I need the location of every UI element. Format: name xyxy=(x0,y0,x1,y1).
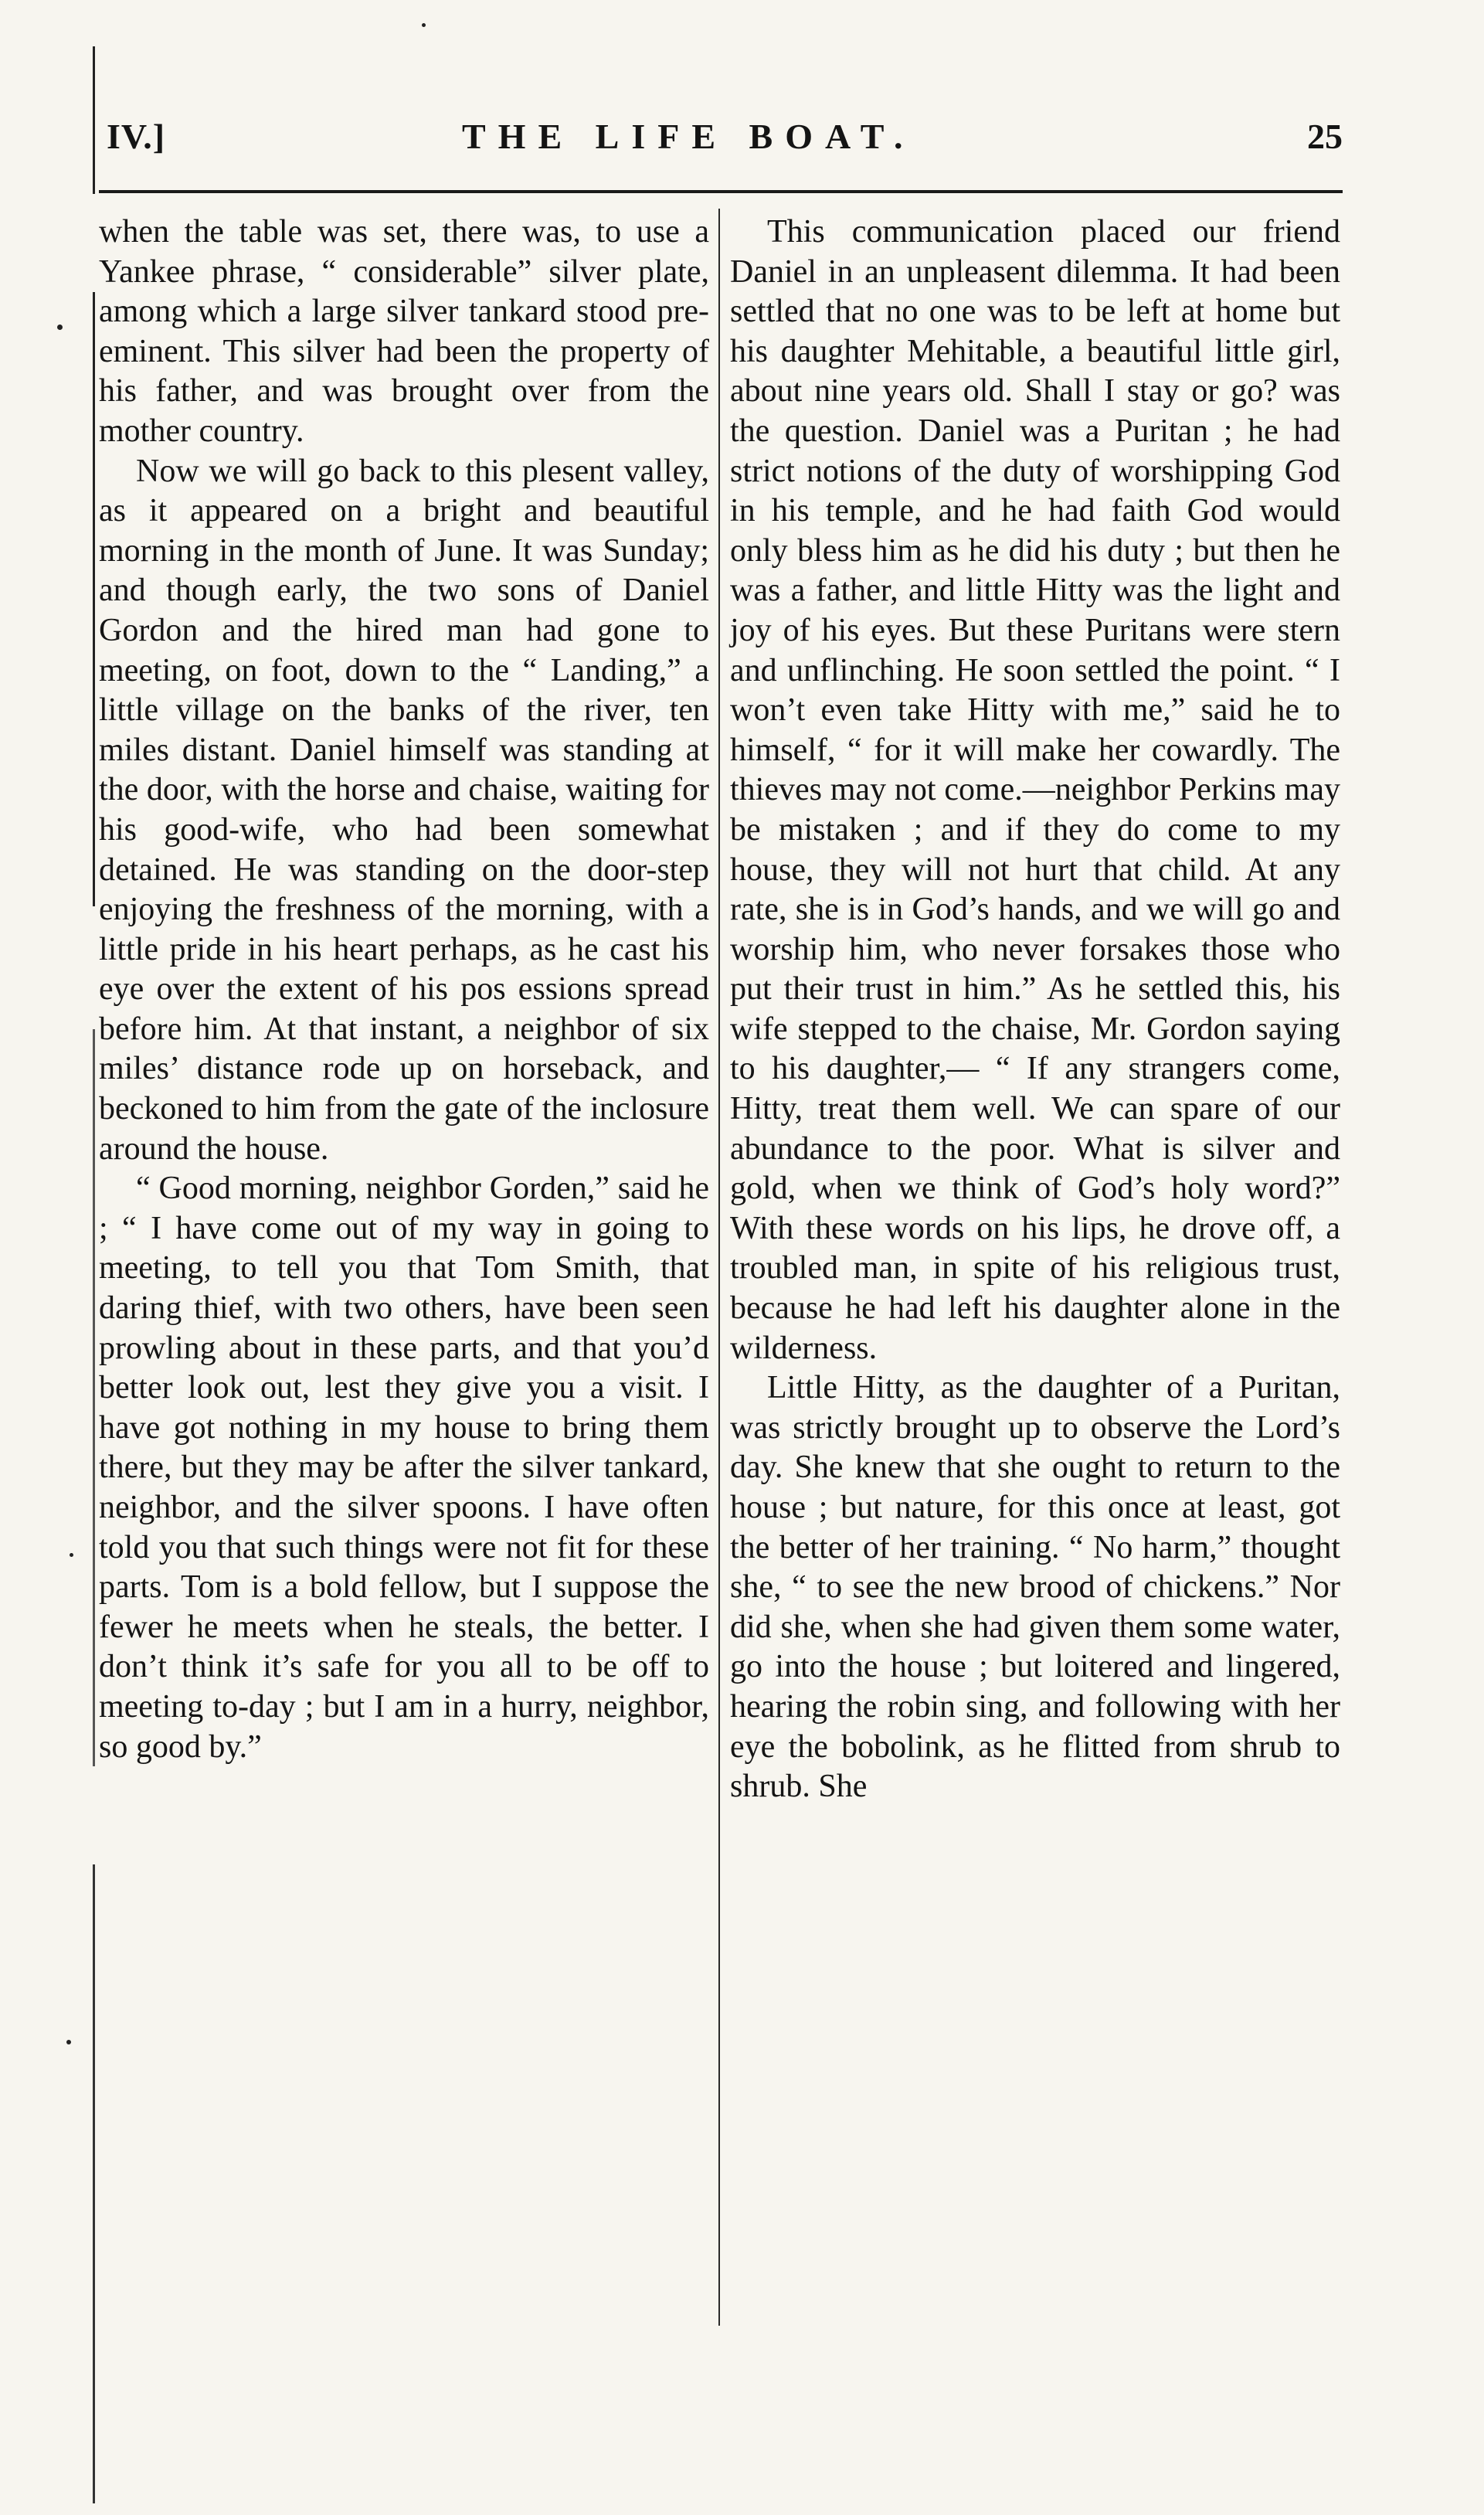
paragraph: “ Good morning, neighbor Gorden,” said he ; “ I have come out of my way in going to meeting, to tell you that Tom Smith, that daring thief, with two others, have been seen prowling about in these parts, and that you’d better look out, lest they give you a visit. I have got nothing in my house to bring them there, but they may be after the silver tankard, neighbor, and the silver spoons. I have often told you that such things were not fit for these parts. Tom is a bold fellow, but I suppose the fewer he meets when he steals, the better. I don’t think it’s safe for you all to be off to meeting to-day ; but I am in a hurry, neighbor, so good by.” xyxy=(99,1171,709,1765)
scan-speck xyxy=(66,2040,71,2044)
header-rule xyxy=(99,190,1343,193)
page-number: 25 xyxy=(1307,117,1343,156)
paragraph: when the table was set, there was, to use a Yankee phrase, “ considerable” silver plate, among which a large silver tankard stood pre-eminent. This silver had been the property of his father, and was brought over from the mother country. xyxy=(99,214,709,449)
paragraph: Now we will go back to this plesent valley, as it appeared on a bright and beautiful morning in the month of June. It was Sunday; and though early, the two sons of Daniel Gordon and the hired man had gone to meeting, on foot, down to the “ Landing,” a little village on the banks of the river, ten miles distant. Daniel himself was standing at the door, with the horse and chaise, waiting for his good-wife, who had been somewhat detained. He was standing on the door-step enjoying the freshness of the morning, with a little pride in his heart perhaps, as he cast his eye over the extent of his pos essions spread before him. At that instant, a neighbor of six miles’ distance rode up on horseback, and beckoned to him from the gate of the inclosure around the house. xyxy=(99,453,709,1167)
binding-gutter-line xyxy=(93,46,95,2503)
section-number: IV.] xyxy=(107,117,166,156)
paragraph: This communication placed our friend Daniel in an unpleasent dilemma. It had been settled that no one was to be left at home but his daughter Mehitable, a beautiful little girl, about nine years old. Shall I stay or go? was the question. Daniel was a Puritan ; he had strict notions of the duty of worshipping God in his temple, and he had faith God would only bless him as he did his duty ; but then he was a father, and little Hitty was the light and joy of his eyes. But these Puritans were stern and unflinching. He soon settled the point. “ I won’t even take Hitty with me,” said he to himself, “ for it will make her cowardly. The thieves may not come.—neighbor Perkins may be mistaken ; and if they do come to my house, they will not hurt that child. At any rate, she is in God’s hands, and we will go and worship him, who never forsakes those who put their trust in him.” As he settled this, his wife stepped to the chaise, Mr. Gordon saying to his daughter,— “ If any strangers come, Hitty, treat them well. We can spare of our abundance to the poor. What is silver and gold, when we think of God’s holy word?” With these words on his lips, he drove off, a troubled man, in spite of his religious trust, because he had left his daughter alone in the wilderness. xyxy=(730,214,1340,1366)
running-header xyxy=(91,116,1343,170)
left-column xyxy=(99,212,709,1767)
paragraph: Little Hitty, as the daughter of a Puritan, was strictly brought up to observe the Lord’s day. She knew that she ought to return to the house ; but nature, for this once at least, got the better of her training. “ No harm,” thought she, “ to see the new brood of chickens.” Nor did she, when she had given them some water, go into the house ; but loitered and lingered, hearing the robin sing, and following with her eye the bobolink, as he flitted from shrub to shrub. She xyxy=(730,1370,1340,1805)
scan-speck xyxy=(422,23,426,27)
column-divider xyxy=(718,209,720,2326)
scan-speck xyxy=(57,325,63,330)
running-title: THE LIFE BOAT. xyxy=(462,117,915,156)
scan-speck xyxy=(70,1553,73,1557)
right-column xyxy=(730,212,1340,1807)
